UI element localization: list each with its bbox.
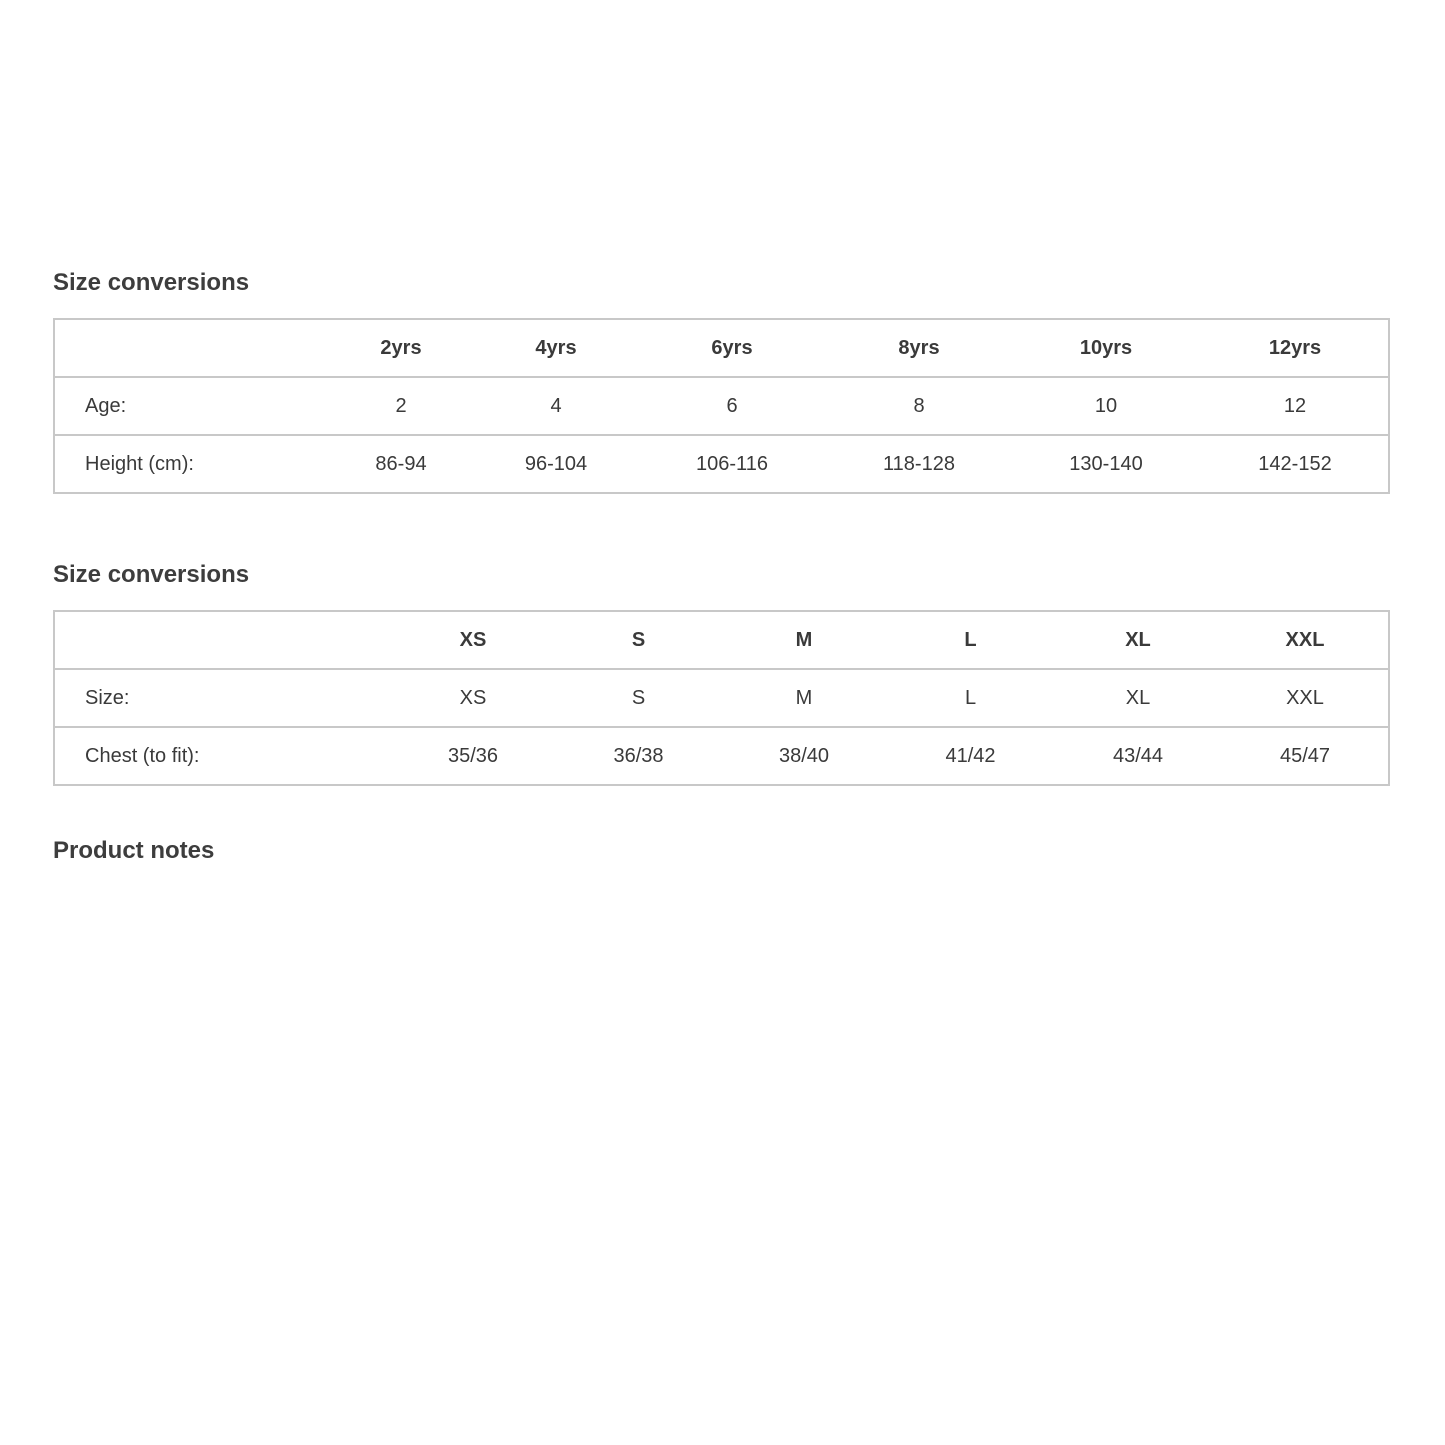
column-header: M [795, 628, 813, 651]
column-header: XXL [1285, 628, 1325, 651]
size-guide-content [53, 266, 1390, 864]
table-cell: 10 [1010, 377, 1202, 435]
table-cell: S [556, 669, 721, 727]
table-cell: XL [1054, 669, 1222, 727]
column-header: 12yrs [1268, 336, 1322, 359]
kids-size-table [53, 318, 1390, 494]
header-blank-cell [54, 611, 390, 669]
column-header: XS [459, 628, 487, 651]
column-header: 2yrs [380, 336, 422, 359]
table-cell: 106-116 [636, 435, 828, 493]
column-header: L [964, 628, 977, 651]
table-header-row [54, 319, 1389, 377]
section-title-kids: Size conversions [53, 269, 250, 296]
row-label: Chest (to fit): [54, 727, 390, 785]
header-blank-cell [54, 319, 326, 377]
column-header: 4yrs [535, 336, 577, 359]
table-cell: L [887, 669, 1054, 727]
table-cell: 142-152 [1202, 435, 1389, 493]
table-cell: 86-94 [326, 435, 476, 493]
table-cell: 4 [476, 377, 636, 435]
table-row [54, 669, 1389, 727]
table-cell: 118-128 [828, 435, 1010, 493]
section-title-adult: Size conversions [53, 561, 250, 588]
table-cell: 130-140 [1010, 435, 1202, 493]
table-cell: 43/44 [1054, 727, 1222, 785]
table-cell: 41/42 [887, 727, 1054, 785]
row-label: Height (cm): [54, 435, 326, 493]
column-header: 8yrs [898, 336, 940, 359]
table-header-row [54, 611, 1389, 669]
column-header: 10yrs [1079, 336, 1133, 359]
section-title-next-clipped: Product notes [53, 837, 215, 864]
table-cell: 2 [326, 377, 476, 435]
column-header: 6yrs [711, 336, 753, 359]
table-cell: XXL [1222, 669, 1389, 727]
column-header: S [631, 628, 646, 651]
row-label: Size: [54, 669, 390, 727]
table-row [54, 727, 1389, 785]
table-cell: 6 [636, 377, 828, 435]
table-cell: 35/36 [390, 727, 556, 785]
table-row [54, 377, 1389, 435]
table-cell: 36/38 [556, 727, 721, 785]
column-header: XL [1125, 628, 1151, 651]
adult-size-table [53, 610, 1390, 786]
table-cell: XS [390, 669, 556, 727]
table-cell: 12 [1202, 377, 1389, 435]
row-label: Age: [54, 377, 326, 435]
table-cell: 45/47 [1222, 727, 1389, 785]
table-cell: 96-104 [476, 435, 636, 493]
table-cell: 38/40 [721, 727, 887, 785]
table-row [54, 435, 1389, 493]
table-cell: M [721, 669, 887, 727]
table-cell: 8 [828, 377, 1010, 435]
